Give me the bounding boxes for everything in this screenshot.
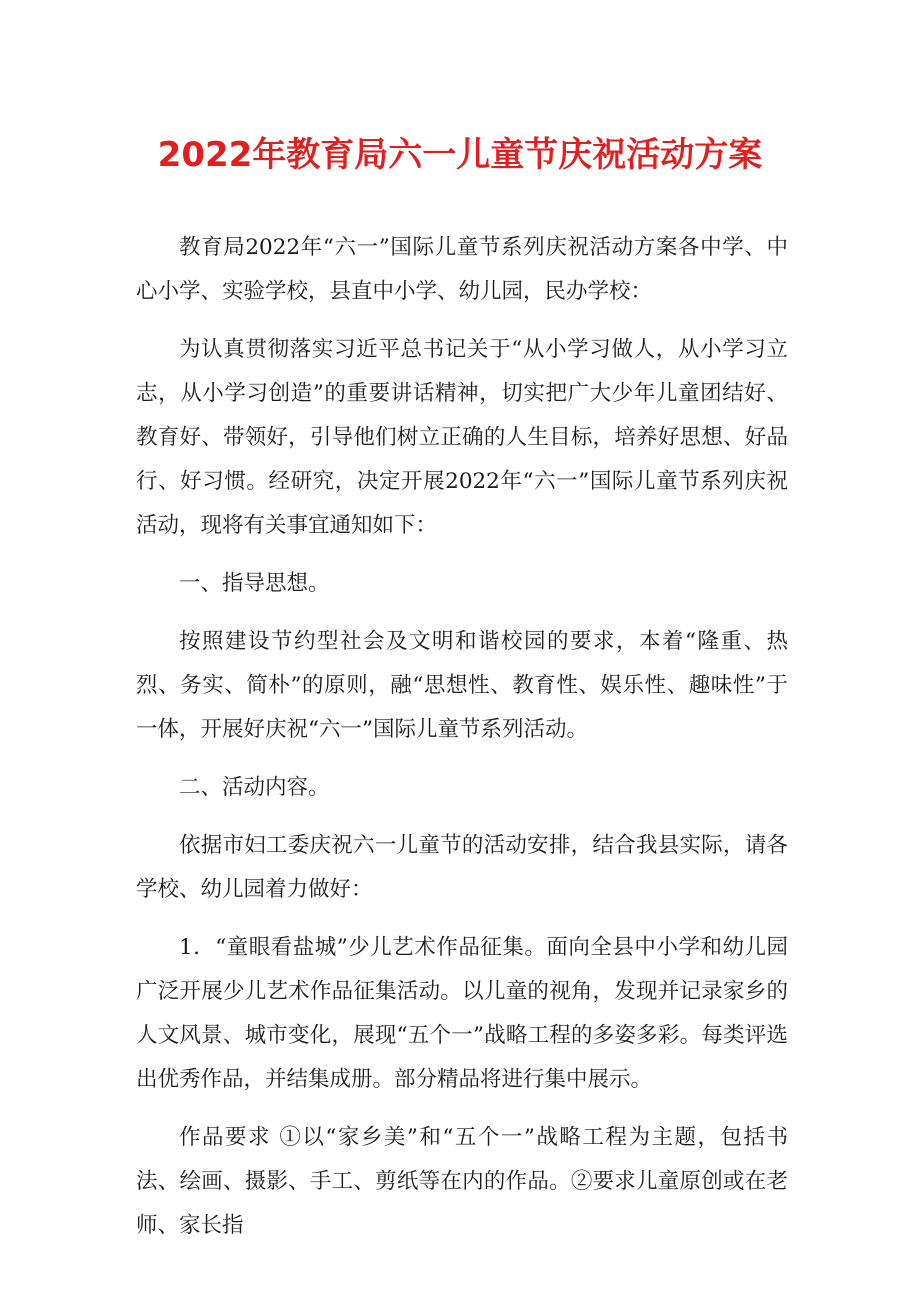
section-heading-guiding-ideology: 一、指导思想。 (179, 571, 330, 596)
document-title: 2022年教育局六一儿童节庆祝活动方案 (157, 135, 763, 175)
paragraph-activity-basis: 依据市妇工委庆祝六一儿童节的活动安排，结合我县实际，请各学校、幼儿园着力做好： (136, 833, 788, 902)
paragraph-salutation: 教育局2022年“六一”国际儿童节系列庆祝活动方案各中学、中心小学、实验学校，县直中小学、幼儿园，民办学校： (136, 235, 788, 304)
paragraph-item-1: 1．“童眼看盐城”少儿艺术作品征集。面向全县中小学和幼儿园广泛开展少儿艺术作品征集活动。以儿童的视角，发现并记录家乡的人文风景、城市变化，展现“五个一”战略工程的多姿多彩。每类评选出优秀作品，并结集成册。部分精品将进行集中展示。 (136, 935, 788, 1092)
paragraph-work-requirements: 作品要求 ①以“家乡美”和“五个一”战略工程为主题，包括书法、绘画、摄影、手工、剪纸等在内的作品。②要求儿童原创或在老师、家长指 (136, 1125, 788, 1238)
document-body (136, 226, 788, 1262)
paragraph-intro: 为认真贯彻落实习近平总书记关于“从小学习做人，从小学习立志，从小学习创造”的重要讲话精神，切实把广大少年儿童团结好、教育好、带领好，引导他们树立正确的人生目标，培养好思想、好品行、好习惯。经研究，决定开展2022年“六一”国际儿童节系列庆祝活动，现将有关事宜通知如下： (136, 337, 788, 538)
section-heading-activity-content: 二、活动内容。 (179, 775, 330, 800)
paragraph-guiding-ideology: 按照建设节约型社会及文明和谐校园的要求，本着“隆重、热烈、务实、简朴”的原则，融“思想性、教育性、娱乐性、趣味性”于一体，开展好庆祝“六一”国际儿童节系列活动。 (136, 629, 788, 742)
